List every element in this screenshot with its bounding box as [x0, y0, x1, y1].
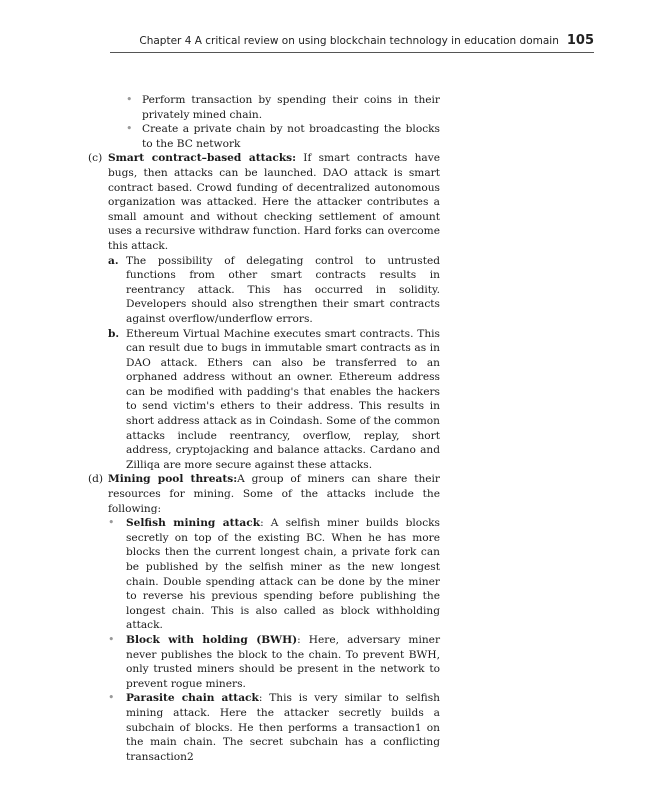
item-marker: a.: [108, 254, 119, 267]
bullet-text: : This is very similar to selfish mining attack. Here the attacker secretly builds a subchain of blocks. He then performs a transaction1 on the main chain. The secret subchain has a conflicting transaction2: [126, 692, 440, 763]
bullet-icon: •: [126, 122, 133, 136]
section-d-bullet: [88, 691, 440, 764]
page-body: [88, 93, 440, 764]
bullet-text: Perform transaction by spending their coins in their privately mined chain.: [142, 94, 440, 121]
item-marker: b.: [108, 327, 120, 340]
section-c: [88, 151, 440, 253]
section-c-item: [88, 254, 440, 327]
page-number: 105: [566, 33, 594, 48]
section-d-heading: Mining pool threats:: [108, 473, 238, 486]
section-d-bullet: [88, 633, 440, 691]
section-d: [88, 472, 440, 516]
bullet-text: : A selfish miner builds blocks secretly on top of the existing BC. When he has more blocks then the current longest chain, a private fork can be published by the selfish miner as the new longest chain. Double spending attack can be done by the miner to reverse his previous spending before publishing the longest chain. This is also called as block withholding attack.: [126, 517, 440, 632]
section-d-text: A group of miners can share their resources for mining. Some of the attacks include the following:: [108, 473, 440, 515]
bullet-text: Create a private chain by not broadcasting the blocks to the BC network: [142, 123, 440, 150]
bullet-icon: •: [108, 632, 115, 646]
bullet-icon: •: [108, 691, 115, 705]
top-bullet: [88, 122, 440, 151]
section-c-text: If smart contracts have bugs, then attacks can be launched. DAO attack is smart contract based. Crowd funding of decentralized autonomous organization was attacked. Here the attacker contributes a small amount and without checking settlement of amount uses a recursive withdraw function. Hard forks can overcome this attack.: [108, 152, 440, 252]
running-header: [0, 33, 594, 48]
section-c-marker: (c): [88, 152, 103, 165]
bullet-term: Parasite chain attack: [126, 692, 259, 705]
bullet-icon: •: [108, 516, 115, 530]
section-c-heading: Smart contract–based attacks:: [108, 152, 297, 165]
item-text: The possibility of delegating control to untrusted functions from other smart contracts results in reentrancy attack. This has occurred in solidity. Developers should also strengthen their smart contracts against overflow/underflow errors.: [126, 254, 440, 325]
running-title: Chapter 4 A critical review on using blockchain technology in education domain: [139, 35, 559, 47]
bullet-term: Block with holding (BWH): [126, 633, 298, 646]
top-bullet: [88, 93, 440, 122]
section-d-marker: (d): [88, 473, 104, 486]
bullet-term: Selfish mining attack: [126, 517, 261, 530]
header-rule: [110, 52, 594, 53]
section-d-bullet: [88, 516, 440, 633]
item-text: Ethereum Virtual Machine executes smart contracts. This can result due to bugs in immutable smart contracts as in DAO attack. Ethers can also be transferred to an orphaned address without an owner. Ethereum address can be modified with padding's that enables the hackers to send victim's ethers to their address. This results in short address attack as in Coindash. Some of the common attacks include reentrancy, overflow, replay, short address, cryptojacking and balance attacks. Cardano and Zilliqa are more secure against these attacks.: [126, 327, 440, 471]
bullet-text: : Here, adversary miner never publishes the block to the chain. To prevent BWH, only trusted miners should be present in the network to prevent rogue miners.: [126, 633, 441, 690]
section-c-item: [88, 327, 440, 473]
bullet-icon: •: [126, 93, 133, 106]
